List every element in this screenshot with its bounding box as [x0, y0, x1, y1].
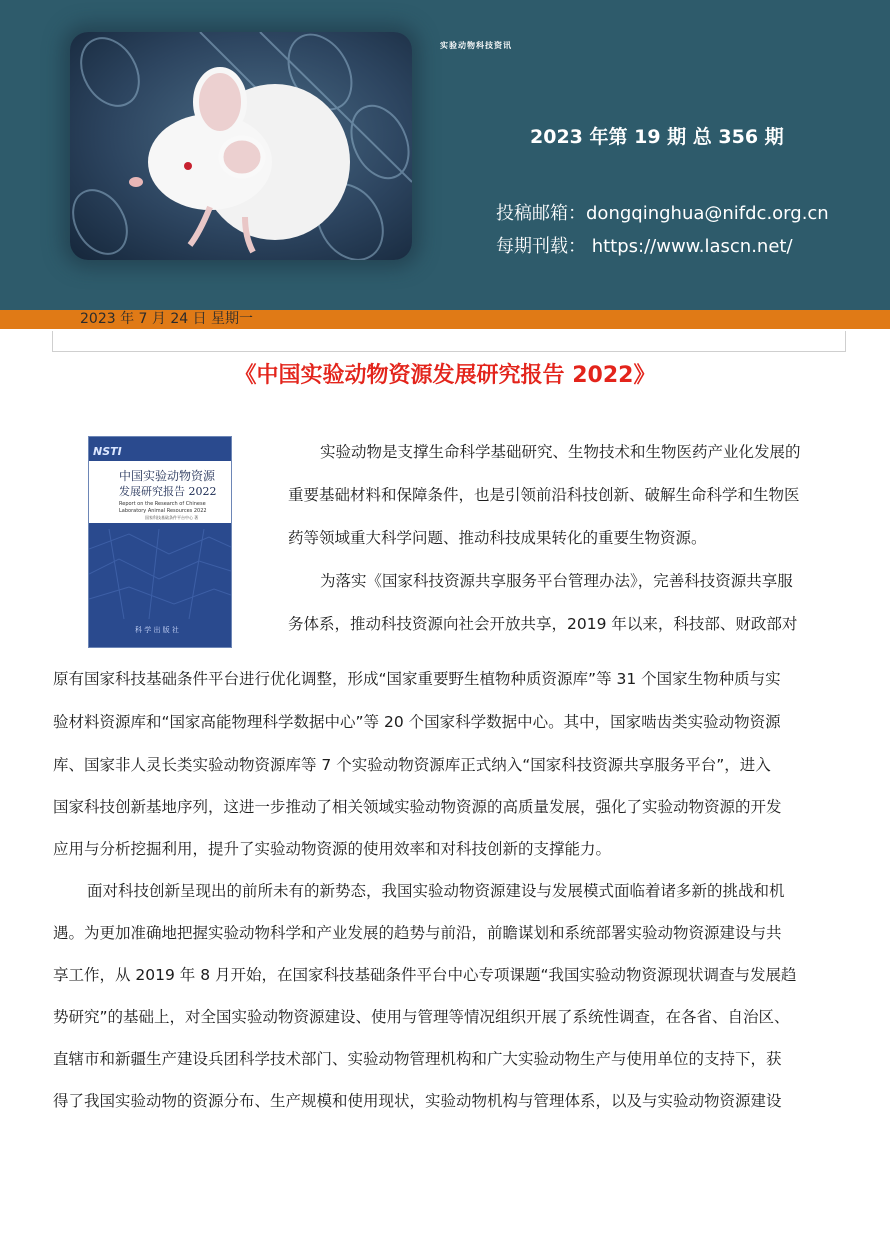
body-line-7: 验材料资源库和“国家高能物理科学数据中心”等 20 个国家科学数据中心。其中，国家啮齿类实验动物资源 [53, 713, 781, 731]
cover-english-line1: Report on the Research of Chinese [119, 501, 206, 507]
cover-publisher: 科 学 出 版 社 [135, 626, 179, 634]
cover-pattern [89, 529, 231, 619]
website-line: 每期刊载： https://www.lascn.net/ [496, 236, 793, 257]
body-line-11: 面对科技创新呈现出的前所未有的新势态，我国实验动物资源建设与发展模式面临着诸多新的挑战和机 [87, 882, 785, 900]
body-line-8: 库、国家非人灵长类实验动物资源库等 7 个实验动物资源库正式纳入“国家科技资源共享服务平台”，进入 [53, 756, 771, 774]
lab-mouse-photo [70, 32, 412, 260]
body-line-1: 实验动物是支撑生命科学基础研究、生物技术和生物医药产业化发展的 [320, 443, 801, 461]
body-line-15: 直辖市和新疆生产建设兵团科学技术部门、实验动物管理机构和广大实验动物生产与使用单位的支持下，获 [53, 1050, 782, 1068]
body-line-4: 为落实《国家科技资源共享服务平台管理办法》，完善科技资源共享服 [320, 572, 793, 590]
book-cover [88, 436, 232, 648]
cover-english-line2: Laboratory Animal Resources 2022 [119, 508, 207, 514]
body-line-2: 重要基础材料和保障条件，也是引领前沿科技创新、破解生命科学和生物医 [288, 486, 800, 504]
divider-frame [52, 331, 846, 352]
body-line-16: 得了我国实验动物的资源分布、生产规模和使用现状，实验动物机构与管理体系，以及与实验动物资源建设 [53, 1092, 782, 1110]
article-title: 《中国实验动物资源发展研究报告 2022》 [234, 363, 656, 388]
body-line-6: 原有国家科技基础条件平台进行优化调整，形成“国家重要野生植物种质资源库”等 31 个国家生物种质与实 [53, 670, 781, 688]
cover-author: 国家科技基础条件平台中心 著 [145, 515, 199, 520]
body-line-14: 势研究”的基础上，对全国实验动物资源建设、使用与管理等情况组织开展了系统性调查，在各省、自治区、 [53, 1008, 790, 1026]
body-line-10: 应用与分析挖掘利用，提升了实验动物资源的使用效率和对科技创新的支撑能力。 [53, 840, 612, 858]
issue-number: 2023 年第 19 期 总 356 期 [530, 126, 784, 148]
cover-title-line2: 发展研究报告 2022 [119, 485, 217, 498]
submission-email: 投稿邮箱：dongqinghua@nifdc.org.cn [496, 203, 829, 224]
body-line-5: 务体系，推动科技资源向社会开放共享，2019 年以来，科技部、财政部对 [288, 615, 798, 633]
body-line-13: 享工作，从 2019 年 8 月开始，在国家科技基础条件平台中心专项课题“我国实验动物资源现状调查与发展趋 [53, 966, 797, 984]
nsti-logo: NSTI [93, 445, 122, 458]
body-line-3: 药等领域重大科学问题、推动科技成果转化的重要生物资源。 [288, 529, 707, 547]
issue-date: 2023 年 7 月 24 日 星期一 [80, 311, 254, 327]
body-line-9: 国家科技创新基地序列，这进一步推动了相关领域实验动物资源的高质量发展，强化了实验动物资源的开发 [53, 798, 782, 816]
cover-title-line1: 中国实验动物资源 [119, 469, 216, 483]
journal-title: 实验动物科技资讯 [440, 41, 512, 50]
body-line-12: 遇。为更加准确地把握实验动物科学和产业发展的趋势与前沿，前瞻谋划和系统部署实验动物资源建设与共 [53, 924, 782, 942]
masthead [0, 0, 890, 310]
